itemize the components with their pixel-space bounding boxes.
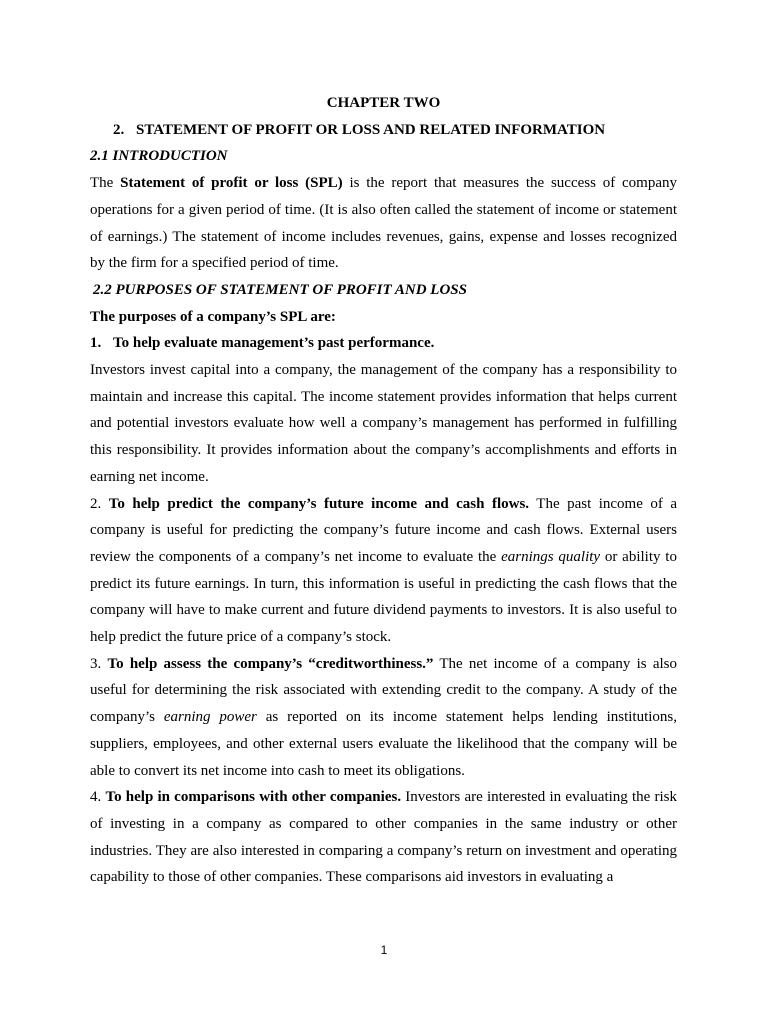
purpose-2-body-rest: or ability to predict its future earnings. In turn, this information is useful in predicting the cash flows that the company will have to make current and future dividend payments to investors. It is also useful to help predict the future price of a company’s stock. <box>90 548 677 646</box>
purpose-4-paragraph <box>90 784 677 891</box>
purpose-4-title: To help in comparisons with other companies. <box>105 789 402 806</box>
purpose-1-title: To help evaluate management’s past performance. <box>113 335 435 352</box>
earnings-quality-term: earnings quality <box>501 548 601 565</box>
purposes-heading: 2.2 PURPOSES OF STATEMENT OF PROFIT AND LOSS <box>93 281 467 298</box>
purpose-2-title: To help predict the company’s future income and cash flows. <box>108 495 530 512</box>
intro-text-start: The <box>90 175 121 192</box>
spl-term: Statement of profit or loss (SPL) <box>120 175 343 192</box>
intro-heading: 2.1 INTRODUCTION <box>90 148 228 165</box>
section-number: 2. <box>113 121 125 138</box>
chapter-title: CHAPTER TWO <box>326 95 441 111</box>
purpose-1-number: 1. <box>90 335 102 352</box>
purpose-3-paragraph <box>90 651 677 785</box>
purpose-4-number: 4. <box>90 789 106 806</box>
purpose-3-body-rest: as reported on its income statement helps lending institutions, suppliers, employees, and other external users evaluate the likelihood that the company will be able to convert its net income into cash to meet its obligations. <box>90 709 677 779</box>
purpose-2-paragraph <box>90 491 677 651</box>
purpose-2-body-start: The past income of a company is useful for predicting the company’s future income and cash flows. External users review the components of a company’s net income to evaluate the <box>90 495 678 565</box>
purpose-1-body: Investors invest capital into a company, the management of the company has a responsibility to maintain and increase this capital. The income statement provides information that helps current and potential investors evaluate how well a company’s management has performed in fulfilling this responsibility. It provides information about the company’s accomplishments and efforts in earning net income. <box>90 362 677 485</box>
purpose-1-heading <box>90 330 677 357</box>
purposes-lead: The purposes of a company’s SPL are: <box>90 308 336 325</box>
purpose-3-body-start: The net income of a company is also useful for determining the risk associated with extending credit to the company. A study of the company’s <box>90 655 677 726</box>
intro-text-rest: is the report that measures the success of company operations for a given period of time. (It is also often called the statement of income or statement of earnings.) The statement of income includes revenues, gains, expense and losses recognized by the firm for a specified period of time. <box>90 175 677 272</box>
section-heading <box>90 117 677 144</box>
purpose-3-number: 3. <box>90 655 108 672</box>
purpose-4-body: Investors are interested in evaluating the risk of investing in a company as compared to other companies in the same industry or other industries. They are also interested in comparing a company’s return on investment and operating capability to those of other companies. These comparisons aid investors in evaluating a <box>90 789 678 886</box>
earning-power-term: earning power <box>163 709 257 726</box>
document-page <box>90 90 677 891</box>
intro-paragraph <box>90 170 677 277</box>
purpose-3-title: To help assess the company’s “creditworthiness.” <box>107 655 434 672</box>
section-title: STATEMENT OF PROFIT OR LOSS AND RELATED INFORMATION <box>136 121 606 138</box>
page-number: 1 <box>380 943 388 957</box>
purpose-2-number: 2. <box>90 495 109 512</box>
